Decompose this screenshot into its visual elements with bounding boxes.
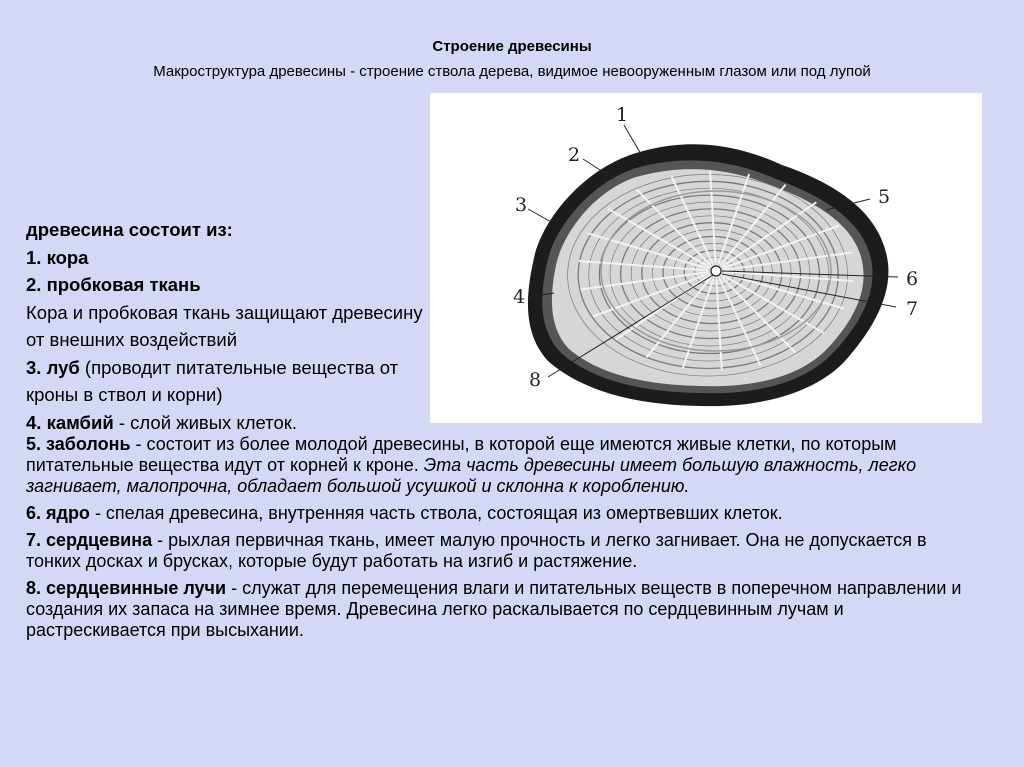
pith — [711, 266, 721, 276]
figure-label-2: 2 — [568, 144, 581, 166]
trunk-cross-section-drawing — [430, 93, 982, 423]
item-4-text: - слой живых клеток. — [113, 411, 297, 433]
intro-list — [26, 216, 426, 436]
item-5-sapwood — [26, 434, 986, 497]
item-3-text: (проводит питательные вещества от кроны в ствол и корни) — [26, 356, 399, 405]
item-3-phloem — [26, 354, 426, 409]
item-6-text: - спелая древесина, внутренняя часть ствола, состоящая из омертвевших клеток. — [89, 503, 783, 523]
figure-label-3: 3 — [515, 194, 528, 216]
detail-list — [26, 434, 986, 647]
figure-label-8: 8 — [529, 369, 542, 391]
item-4-term: 4. камбий — [26, 411, 114, 433]
figure-label-4: 4 — [513, 286, 526, 308]
intro-heading: древесина состоит из: — [26, 219, 233, 240]
figure-label-5: 5 — [878, 186, 891, 208]
item-8-medullary-rays — [26, 578, 986, 641]
item-2-cork: 2. пробковая ткань — [26, 274, 201, 295]
item-4-cambium — [26, 409, 426, 437]
trunk-cross-section-figure — [430, 93, 982, 423]
item-3-term: 3. луб — [26, 356, 80, 378]
item-8-text: - служат для перемещения влаги и питательных веществ в поперечном направлении и создания их запаса на зимнее время. Древесина легко раскалывается по сердцевинным лучам и растрескивается при высыхании. — [26, 578, 962, 640]
item-6-term: 6. ядро — [26, 503, 90, 523]
figure-label-7: 7 — [906, 298, 919, 320]
item-5-italic-note: Эта часть древесины имеет большую влажность, легко загнивает, малопрочна, обладает большой усушкой и склонна к короблению. — [26, 455, 917, 496]
item-1-bark: 1. кора — [26, 246, 89, 268]
item-5-term: 5. заболонь — [26, 434, 131, 454]
figure-label-6: 6 — [906, 268, 919, 290]
figure-label-1: 1 — [616, 104, 629, 126]
item-6-heartwood — [26, 503, 986, 524]
item-8-term: 8. сердцевинные лучи — [26, 578, 227, 598]
page-title: Строение древесины — [432, 38, 592, 55]
item-7-pith — [26, 530, 986, 572]
bark-note: Кора и пробковая ткань защищают древесину от внешних воздействий — [26, 301, 423, 350]
item-7-text: - рыхлая первичная ткань, имеет малую прочность и легко загнивает. Она не допускается в тонких досках и брусках, которые будут работать на изгиб и растяжение. — [26, 530, 927, 571]
page-subtitle: Макроструктура древесины - строение ствола дерева, видимое невооруженным глазом или под лупой — [153, 63, 871, 80]
item-5-text: - состоит из более молодой древесины, в которой еще имеются живые клетки, по которым питательные вещества идут от корней к кроне. — [26, 434, 897, 475]
item-7-term: 7. сердцевина — [26, 530, 153, 550]
